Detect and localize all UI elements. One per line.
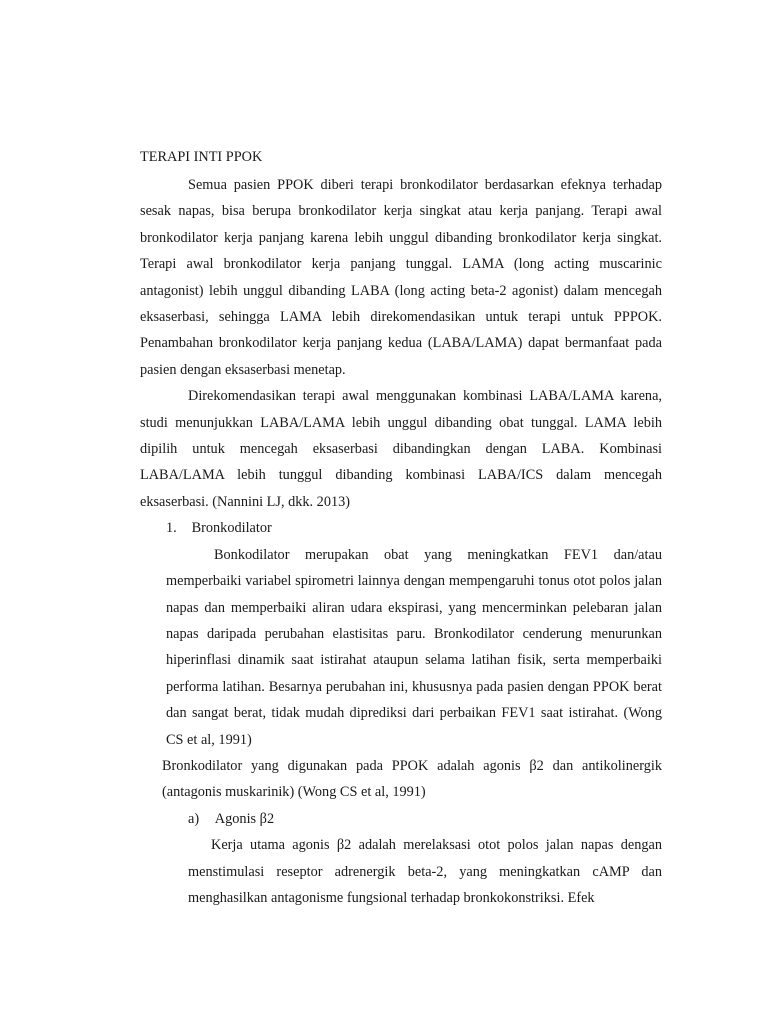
numbered-list-item-1	[166, 515, 662, 753]
sub-item-letter: a)	[188, 810, 200, 827]
list-item-title	[166, 515, 662, 541]
body-paragraph-1: Semua pasien PPOK diberi terapi bronkodilator berdasarkan efeknya terhadap sesak napas, bisa berupa bronkodilator kerja singkat atau kerja panjang. Terapi awal bronkodilator kerja panjang karena lebih unggul dibanding bronkodilator kerja singkat. Terapi awal bronkodilator kerja panjang tunggal. LAMA (long acting muscarinic antagonist) lebih unggul dibanding LABA (long acting beta-2 agonist) dalam mencegah eksaserbasi, sehingga LAMA lebih direkomendasikan untuk terapi untuk PPPOK. Penambahan bronkodilator kerja panjang kedua (LABA/LAMA) dapat bermanfaat pada pasien dengan eksaserbasi menetap.	[140, 177, 662, 378]
sub-item-title-text: Agonis β2	[214, 810, 275, 827]
sub-item-title	[188, 806, 662, 832]
sub-list-item-a	[188, 806, 662, 912]
bronkodilator-paragraph: Bonkodilator merupakan obat yang meningkatkan FEV1 dan/atau memperbaiki variabel spirometri lainnya dengan mempengaruhi tonus otot polos jalan napas dan memperbaiki aliran udara ekspirasi, yang mencerminkan pelebaran jalan napas daripada perubahan elastisitas paru. Bronkodilator cenderung menurunkan hiperinflasi dinamik saat istirahat ataupun selama latihan fisik, serta memperbaiki performa latihan. Besarnya perubahan ini, khususnya pada pasien dengan PPOK berat dan sangat berat, tidak mudah diprediksi dari perbaikan FEV1 saat istirahat. (Wong CS et al, 1991)	[166, 546, 662, 748]
agonis-paragraph: Kerja utama agonis β2 adalah merelaksasi otot polos jalan napas dengan menstimulasi reseptor adrenergik beta-2, yang meningkatkan cAMP dan menghasilkan antagonisme fungsional terhadap bronkokonstriksi. Efek	[188, 837, 662, 906]
list-number: 1.	[166, 520, 177, 537]
body-paragraph-2: Direkomendasikan terapi awal menggunakan kombinasi LABA/LAMA karena, studi menunjukkan LABA/LAMA lebih unggul dibanding obat tunggal. LAMA lebih dipilih untuk mencegah eksaserbasi dibandingkan dengan LABA. Kombinasi LABA/LAMA lebih tunggul dibanding kombinasi LABA/ICS dalam mencegah eksaserbasi. (Nannini LJ, dkk. 2013)	[140, 388, 662, 510]
list-title-text: Bronkodilator	[191, 520, 272, 537]
sub-list	[166, 806, 662, 912]
section-heading: TERAPI INTI PPOK	[140, 149, 263, 165]
bronkodilator-types-paragraph: Bronkodilator yang digunakan pada PPOK adalah agonis β2 dan antikolinergik (antagonis muskarinik) (Wong CS et al, 1991)	[162, 757, 662, 801]
